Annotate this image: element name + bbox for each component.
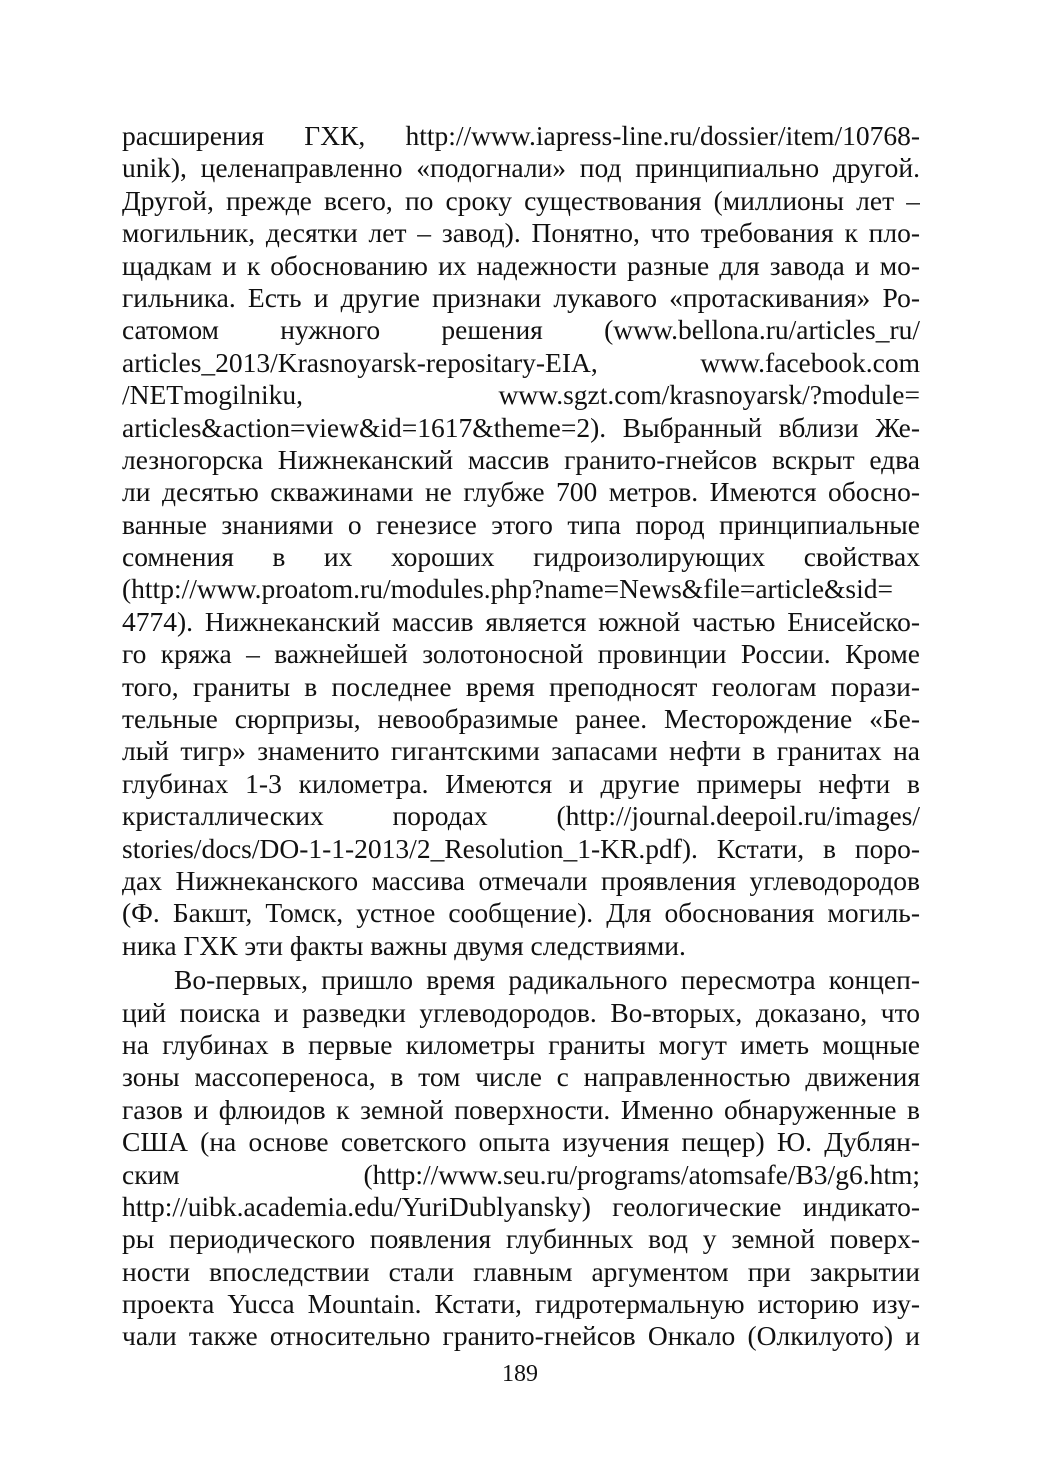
- text-line: щадкам и к обоснованию их надежности разные для завода и мо-: [122, 249, 920, 281]
- text-line: ским (http://www.seu.ru/programs/atomsafe/B3/g6.htm;: [122, 1158, 920, 1190]
- text-line: того, граниты в последнее время преподносят геологам порази-: [122, 670, 920, 702]
- text-line: ванные знаниями о генезисе этого типа пород принципиальные: [122, 508, 920, 540]
- text-line: лезногорска Нижнеканский массив гранито-гнейсов вскрыт едва: [122, 443, 920, 475]
- text-line: ли десятью скважинами не глубже 700 метров. Имеются обосно-: [122, 476, 920, 508]
- text-line: тельные сюрпризы, невообразимые ранее. Месторождение «Бе-: [122, 703, 920, 735]
- text-line: articles&action=view&id=1617&theme=2). Выбранный вблизи Же-: [122, 411, 920, 443]
- text-line: articles_2013/Krasnoyarsk-repositary-EIA, www.facebook.com: [122, 346, 920, 378]
- text-line: stories/docs/DO-1-1-2013/2_Resolution_1-KR.pdf). Кстати, в поро-: [122, 832, 920, 864]
- text-line: /NETmogilniku, www.sgzt.com/krasnoyarsk/?module=: [122, 379, 920, 411]
- text-line: расширения ГХК, http://www.iapress-line.ru/dossier/item/10768-: [122, 120, 920, 151]
- text-line: сомнения в их хороших гидроизолирующих свойствах: [122, 541, 920, 573]
- text-line: США (на основе советского опыта изучения пещер) Ю. Дублян-: [122, 1126, 920, 1158]
- text-line: Во-первых, пришло время радикального пересмотра концеп-: [174, 964, 920, 996]
- text-line: газов и флюидов к земной поверхности. Именно обнаруженные в: [122, 1093, 920, 1125]
- text-line: (http://www.proatom.ru/modules.php?name=News&file=article&sid=: [122, 573, 894, 605]
- text-line: ры периодического появления глубинных вод у земной поверх-: [122, 1223, 920, 1255]
- text-line: сатомом нужного решения (www.bellona.ru/articles_ru/: [122, 314, 920, 346]
- text-line: на глубинах в первые километры граниты могут иметь мощные: [122, 1028, 920, 1060]
- text-line: (Ф. Бакшт, Томск, устное сообщение). Для обоснования могиль-: [122, 897, 920, 929]
- paragraph-2: [122, 964, 920, 1353]
- text-line: дах Нижнеканского массива отмечали проявления углеводородов: [122, 864, 920, 896]
- text-line: го кряжа – важнейшей золотоносной провинции России. Кроме: [122, 638, 920, 670]
- text-line: гильника. Есть и другие признаки лукавого «протаскивания» Ро-: [122, 281, 920, 313]
- page-body: [122, 120, 920, 1353]
- text-line: глубинах 1-3 километра. Имеются и другие примеры нефти в: [122, 767, 920, 799]
- paragraph-1: [122, 120, 920, 962]
- text-line: лый тигр» знаменито гигантскими запасами нефти в гранитах на: [122, 735, 920, 767]
- text-line: ности впоследствии стали главным аргументом при закрытии: [122, 1255, 920, 1287]
- text-line: ника ГХК эти факты важны двумя следствиями.: [122, 929, 686, 961]
- text-line: зоны массопереноса, в том числе с направленностью движения: [122, 1061, 920, 1093]
- text-line: проекта Yucca Mountain. Кстати, гидротермальную историю изу-: [122, 1288, 920, 1320]
- text-line: кристаллических породах (http://journal.deepoil.ru/images/: [122, 800, 920, 832]
- text-line: чали также относительно гранито-гнейсов Онкало (Олкилуото) и: [122, 1320, 920, 1352]
- text-line: Другой, прежде всего, по сроку существования (миллионы лет –: [122, 184, 920, 216]
- text-line: 4774). Нижнеканский массив является южной частью Енисейско-: [122, 605, 920, 637]
- text-line: http://uibk.academia.edu/YuriDublyansky) геологические индикато-: [122, 1190, 920, 1222]
- text-line: unik), целенаправленно «подогнали» под принципиально другой.: [122, 152, 920, 184]
- text-line: ций поиска и разведки углеводородов. Во-вторых, доказано, что: [122, 996, 920, 1028]
- page-number: 189: [502, 1361, 538, 1387]
- text-line: могильник, десятки лет – завод). Понятно, что требования к пло-: [122, 217, 920, 249]
